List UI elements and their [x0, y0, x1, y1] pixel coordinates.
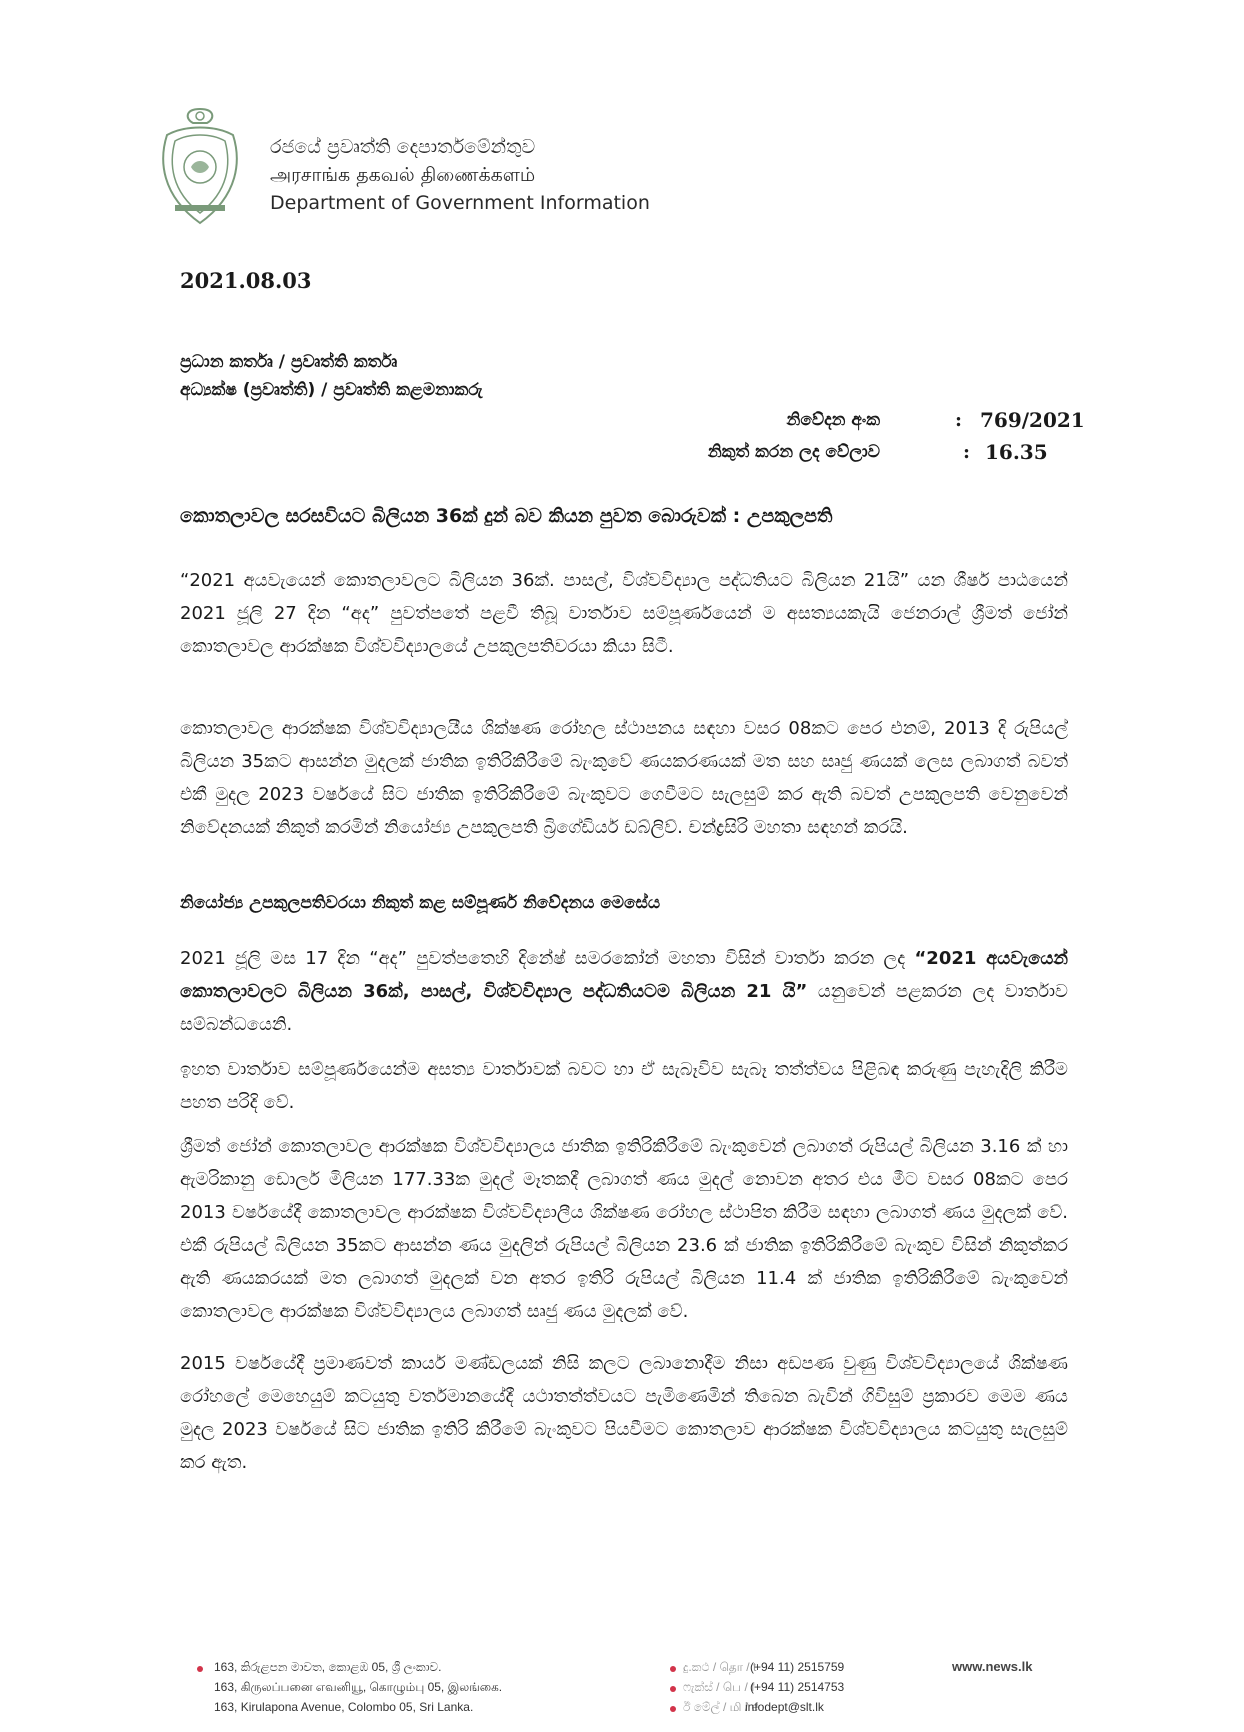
phone-label: දු.කථ / தொ / t: [683, 1660, 757, 1674]
org-name-sinhala: රජයේ ප්‍රවෘත්ති දෙපාර්තමේන්තුව: [270, 136, 536, 158]
paragraph-4: ඉහත වාර්තාව සම්පූර්ණයෙන්ම අසත්‍ය වාර්තාවක් බවට හා ඒ සැබෑවිව සැබෑ තත්ත්වය පිළිබඳ කරුණු පැහැදිලි කිරීම පහත පරිදි වේ.: [180, 1059, 1068, 1113]
footer-dot: [670, 1706, 676, 1712]
paragraph-5: ශ්‍රීමත් ජෝන් කොතලාවල ආරක්ෂක විශ්වවිද්‍යාලය ජාතික ඉතිරිකිරීමේ බැංකුවෙන් ලබාගත් රුපියල් බිලියන 3.16 ක් හා ඇමරිකානු ඩොලර් මිලියන 177.33ක මුදල් මෑතකදී ලබාගත් ණය මුදල් නොවන අතර එය මීට වසර 08කට පෙර 2013 වර්ෂයේදී කොතලාවල ආරක්ෂක විශ්වවිද්‍යාලීය ශික්ෂණ රෝහල ස්ථාපිත කිරීම සඳහා ලබාගත් ණය මුදලක් වේ. එකී රුපියල් බිලියන 35කට ආසන්න ණය මුදලින් රුපියල් බිලියන 23.6 ක් ජාතික ඉතිරිකිරීමේ බැංකුව විසින් නිකුත්කර ඇති ණයකරයක් මත ලබාගත් මුදලක් වන අතර ඉතිරි රුපියල් බිලියන 11.4 ක් ජාතික ඉතිරිකිරීමේ බැංකුවෙන් කොතලාවල ආරක්ෂක විශ්වවිද්‍යාලය ලබාගත් සෘජු ණය මුදලක් වේ.: [180, 1136, 1068, 1322]
paragraph-2: කොතලාවල ආරක්ෂක විශ්වවිද්‍යාලයීය ශික්ෂණ රෝහල ස්ථාපනය සඳහා වසර 08කට පෙර එනම්, 2013 දි රුපියල් බිලියන 35කට ආසන්න මුදලක් ජාතික ඉතිරිකිරීමේ බැංකුවේ ණයකරණයක් මත සහ සෘජු ණයක් ලෙස ලබාගත් බවත් එකී මුදල 2023 වර්ෂයේ සිට ජාතික ඉතිරිකිරීමේ බැංකුවට ගෙවීමට සැලසුම් කර ඇති බවත් උපකුලපති වෙනුවෙන් නිවේදනයක් නිකුත් කරමින් නියෝජ්‍ය උපකුලපති බ්‍රිගේඩියර් ඩබ්ලිව්. චන්ද්‍රසිරි මහතා සඳහන් කරයි.: [180, 718, 1068, 838]
email-label: ඊ මේල් / மி / e: [683, 1700, 759, 1714]
recipients-line-1: ප්‍රධාන කර්තෘ / ප්‍රවෘත්ති කර්තෘ: [180, 352, 398, 372]
footer-address-english: 163, Kirulapona Avenue, Colombo 05, Sri Lanka.: [214, 1700, 474, 1714]
release-time-colon: :: [963, 441, 971, 463]
footer-address-sinhala: 163, කිරුළපන මාවත, කොළඹ 05, ශ්‍රී ලංකාව.: [214, 1660, 442, 1674]
org-name-tamil: அரசாங்க தகவல் திணைக்களம்: [270, 164, 536, 186]
paragraph-3-text: 2021 ජූලි මස 17 දින “අද” පුවත්පතෙහි දිනේෂ් සමරකෝන් මහතා විසින් වාර්තා කරන ලද: [180, 948, 915, 969]
government-emblem-icon: [155, 105, 245, 230]
footer-address-tamil: 163, கிருலப்பனை எவனியூ, கொழும்பு 05, இலங்கை.: [214, 1680, 503, 1694]
recipients-line-2: අධ්‍යක්ෂ (ප්‍රවෘත්ති) / ප්‍රවෘත්ති කළමනාකරු: [180, 380, 483, 400]
fax-label: ෆැක්ස් / பெ / f: [683, 1680, 755, 1694]
org-name-english: Department of Government Information: [270, 192, 650, 214]
footer-dot: [670, 1686, 676, 1692]
paragraph-1: “2021 අයවැයෙන් කොතලාවලට බිලියන 36ක්. පාසල්, විශ්වවිද්‍යාල පද්ධතියට බිලියන 21යි” යන ශීර්ෂ පාඨයෙන් 2021 ජූලි 27 දින “අද” පුවත්පතේ පළවී තිබූ වාර්තාව සම්පූර්ණයෙන් ම අසත්‍යයකැයි ජෙනරාල් ශ්‍රීමත් ජෝන් කොතලාවල ආරක්ෂක විශ්වවිද්‍යාලයේ උපකුලපතිවරයා කියා සිටී.: [180, 570, 1068, 657]
release-time-value: 16.35: [985, 440, 1048, 464]
release-date: 2021.08.03: [180, 268, 312, 293]
paragraph-3-quote: “2021 අයවැයෙන් කොතලාවලට බිලියන 36ක්, පාසල්, විශ්වවිද්‍යාල පද්ධතියටම බිලියන 21 යි”: [180, 948, 1068, 1002]
paragraph-3: [180, 942, 1068, 1041]
paragraph-6: 2015 වර්ෂයේදී ප්‍රමාණවත් කාර්ය මණ්ඩලයක් නිසි කලට ලබානොදීම නිසා අඩපණ වුණු විශ්වවිද්‍යාලයේ ශික්ෂණ රෝහලේ මෙහෙයුම් කටයුතු වර්තමානයේදී යථාතත්ත්වයට පැමිණෙමින් තිබෙන බැවින් ගිවිසුම් ප්‍රකාරව මෙම ණය මුදල 2023 වර්ෂයේ සිට ජාතික ඉතිරි කිරීමේ බැංකුවට පියවීමට කොතලාව ආරක්ෂක විශ්වවිද්‍යාලය කටයුතු සැලසුම් කර ඇත.: [180, 1353, 1068, 1473]
release-time-label: නිකුත් කරන ලද වේලාව: [707, 442, 880, 462]
release-number-colon: :: [955, 409, 963, 431]
headline: කොතලාවල සරසවියට බිලියන 36ක් දුන් බව කියන පුවත බොරුවක් : උපකුලපති: [180, 505, 833, 527]
release-number-value: 769/2021: [980, 408, 1085, 432]
footer-dot: [197, 1666, 203, 1672]
release-number-label: නිවේදන අංක: [786, 410, 880, 430]
email-address[interactable]: infodept@slt.lk: [745, 1700, 824, 1714]
paragraph-3-tail: යනුවෙන් පළකරන ලද වාර්තාව සම්බන්ධයෙනි.: [180, 981, 1068, 1035]
sub-heading: නියෝජ්‍ය උපකුලපතිවරයා නිකුත් කළ සම්පූර්ණ නිවේදනය මෙසේය: [180, 893, 661, 913]
footer-dot: [670, 1666, 676, 1672]
phone-number: (+94 11) 2515759: [750, 1660, 845, 1674]
fax-number: (+94 11) 2514753: [750, 1680, 845, 1694]
website-link[interactable]: www.news.lk: [952, 1659, 1033, 1674]
